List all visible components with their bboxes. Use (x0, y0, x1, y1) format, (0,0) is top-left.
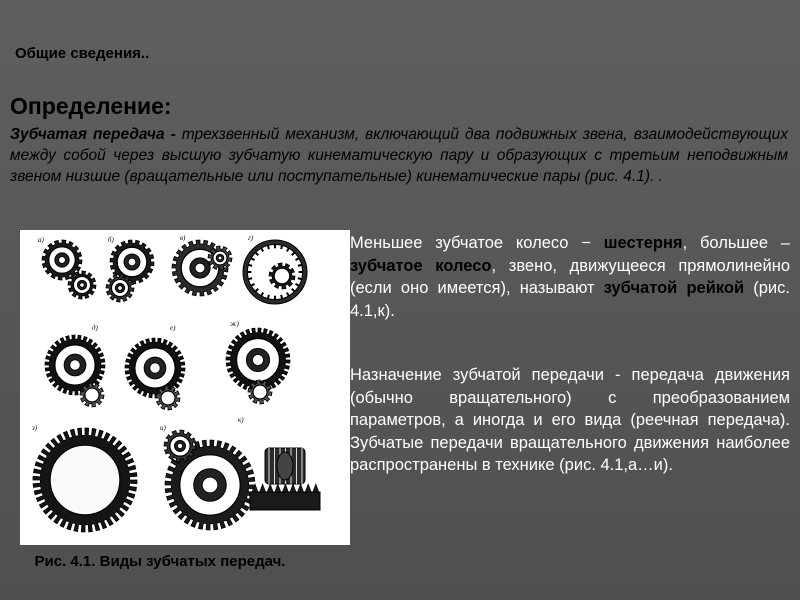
gear-drawing (125, 338, 185, 398)
figure-label: ж) (230, 320, 239, 328)
paragraph-pinion-definition: Меньшее зубчатое колесо − шестерня, большее – зубчатое колесо, звено, движущееся прямолинейно (если оно имеется), называют зубчатой рейкой (рис. 4.1,к). (350, 234, 790, 320)
definition-heading: Определение: (10, 93, 172, 119)
figure-label: д) (92, 324, 98, 332)
gear-types-illustration (20, 230, 350, 545)
term-gear-rack: зубчатой рейкой (603, 279, 745, 297)
gear-drawing (106, 274, 134, 302)
figure-label: и) (160, 424, 166, 432)
gear-drawing (164, 430, 196, 462)
term-pinion: шестерня (603, 234, 683, 252)
term-gear-wheel: зубчатое колесо (350, 256, 492, 275)
gear-figure (20, 230, 350, 545)
figure-label: к) (238, 416, 244, 424)
gear-drawing (80, 383, 104, 407)
figure-label: б) (108, 236, 114, 244)
figure-label: з) (32, 424, 38, 432)
gear-drawing (68, 271, 96, 299)
gear-drawing (156, 386, 180, 410)
gear-rack-drawing (250, 484, 320, 510)
figure-label: г) (248, 234, 254, 242)
definition-term: Зубчатая передача - (10, 126, 176, 143)
definition-body: трехзвенный механизм, включающий два подвижных звена, взаимодействующих между собой через высшую зубчатую кинематическую пару и образующих с третьим неподвижным звеном низшие (вращательные или поступательные) кинематические пары (рис. 4.1). . (10, 126, 789, 185)
gear-drawing (33, 428, 137, 532)
figure-caption: Рис. 4.1. Виды зубчатых передач. (34, 553, 286, 570)
section-title: Общие сведения.. (15, 45, 150, 62)
figure-label: а) (38, 236, 44, 244)
paragraph-purpose: Назначение зубчатой передачи - передача движения (обычно вращательного) с преобразованием параметров, а иногда и его вида (реечная передача). Зубчатые передачи вращательного движения наиболее распространены в технике (рис. 4.1,а…и). (350, 366, 790, 474)
figure-label: е) (170, 324, 176, 332)
figure-label: в) (180, 234, 186, 242)
rack-pinion-drawing (265, 448, 305, 484)
definition-text (10, 124, 788, 187)
